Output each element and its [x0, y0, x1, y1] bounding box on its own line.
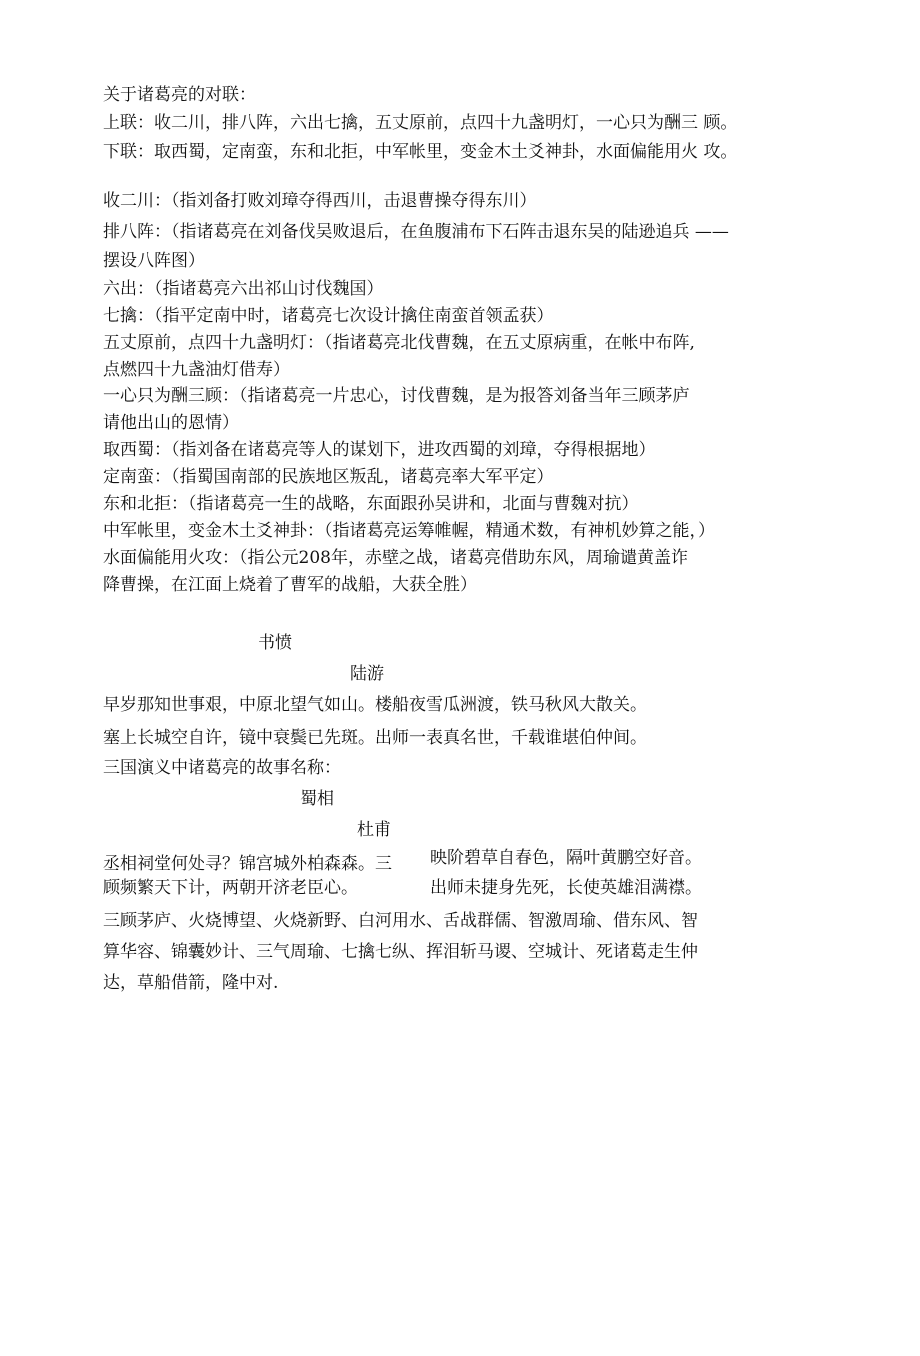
- note-line: 摆设八阵图）: [103, 251, 205, 271]
- note-line: 请他出山的恩情）: [103, 413, 239, 433]
- poem1-title: 书愤: [258, 633, 292, 653]
- poem2-right-line: 出师未捷身先死，长使英雄泪满襟。: [430, 878, 702, 898]
- couplet-lower: 下联：取西蜀，定南蛮，东和北拒，中军帐里，变金木土爻神卦，水面偏能用火 攻。: [103, 142, 738, 162]
- note-line: 五丈原前，点四十九盏明灯：（指诸葛亮北伐曹魏，在五丈原病重，在帐中布阵,: [103, 333, 695, 353]
- note-line: 一心只为酬三顾：（指诸葛亮一片忠心，讨伐曹魏，是为报答刘备当年三顾茅庐: [103, 386, 690, 406]
- note-line: 降曹操，在江面上烧着了曹军的战船，大获全胜）: [103, 575, 477, 595]
- stories-line: 算华容、锦囊妙计、三气周瑜、七擒七纵、挥泪斩马谡、空城计、死诸葛走生仲: [103, 942, 698, 962]
- note-line: 六出：（指诸葛亮六出祁山讨伐魏国）: [103, 279, 384, 299]
- couplet-upper: 上联：收二川，排八阵，六出七擒，五丈原前，点四十九盏明灯，一心只为酬三 顾。: [103, 113, 738, 133]
- poem1-line: 塞上长城空自许，镜中衰鬓已先斑。出师一表真名世，千载谁堪伯仲间。: [103, 728, 647, 748]
- poem2-left-line: 顾频繁天下计，两朝开济老臣心。: [103, 878, 358, 898]
- stories-line: 达，草船借箭，隆中对.: [103, 973, 279, 993]
- note-line: 水面偏能用火攻：（指公元208年，赤壁之战，诸葛亮借助东风，周瑜谴黄盖诈: [103, 548, 688, 568]
- stories-heading: 三国演义中诸葛亮的故事名称：: [103, 758, 341, 778]
- note-line: 东和北拒：（指诸葛亮一生的战略，东面跟孙吴讲和，北面与曹魏对抗）: [103, 494, 639, 514]
- stories-line: 三顾茅庐、火烧博望、火烧新野、白河用水、舌战群儒、智激周瑜、借东风、智: [103, 911, 698, 931]
- note-line: 定南蛮：（指蜀国南部的民族地区叛乱，诸葛亮率大军平定）: [103, 467, 554, 487]
- poem1-author: 陆游: [350, 664, 384, 684]
- note-line: 取西蜀：（指刘备在诸葛亮等人的谋划下，进攻西蜀的刘璋，夺得根据地）: [103, 440, 656, 460]
- couplet-title: 关于诸葛亮的对联：: [103, 85, 256, 105]
- poem2-right-line: 映阶碧草自春色，隔叶黄鹏空好音。: [430, 848, 702, 868]
- note-line: 收二川：（指刘备打败刘璋夺得西川，击退曹操夺得东川）: [103, 191, 537, 211]
- note-line: 七擒：（指平定南中时，诸葛亮七次设计擒住南蛮首领孟获）: [103, 306, 554, 326]
- poem1-line: 早岁那知世事艰，中原北望气如山。楼船夜雪瓜洲渡，铁马秋风大散关。: [103, 695, 647, 715]
- poem2-title: 蜀相: [300, 789, 334, 809]
- poem2-author: 杜甫: [357, 820, 391, 840]
- note-line: 点燃四十九盏油灯借寿）: [103, 360, 290, 380]
- note-line: 中军帐里，变金木土爻神卦：（指诸葛亮运筹帷幄，精通术数，有神机妙算之能，）: [103, 521, 715, 541]
- note-line: 排八阵：（指诸葛亮在刘备伐吴败退后，在鱼腹浦布下石阵击退东吴的陆逊追兵 ——: [103, 222, 729, 242]
- poem2-left-line: 丞相祠堂何处寻？锦宫城外柏森森。三: [103, 854, 392, 874]
